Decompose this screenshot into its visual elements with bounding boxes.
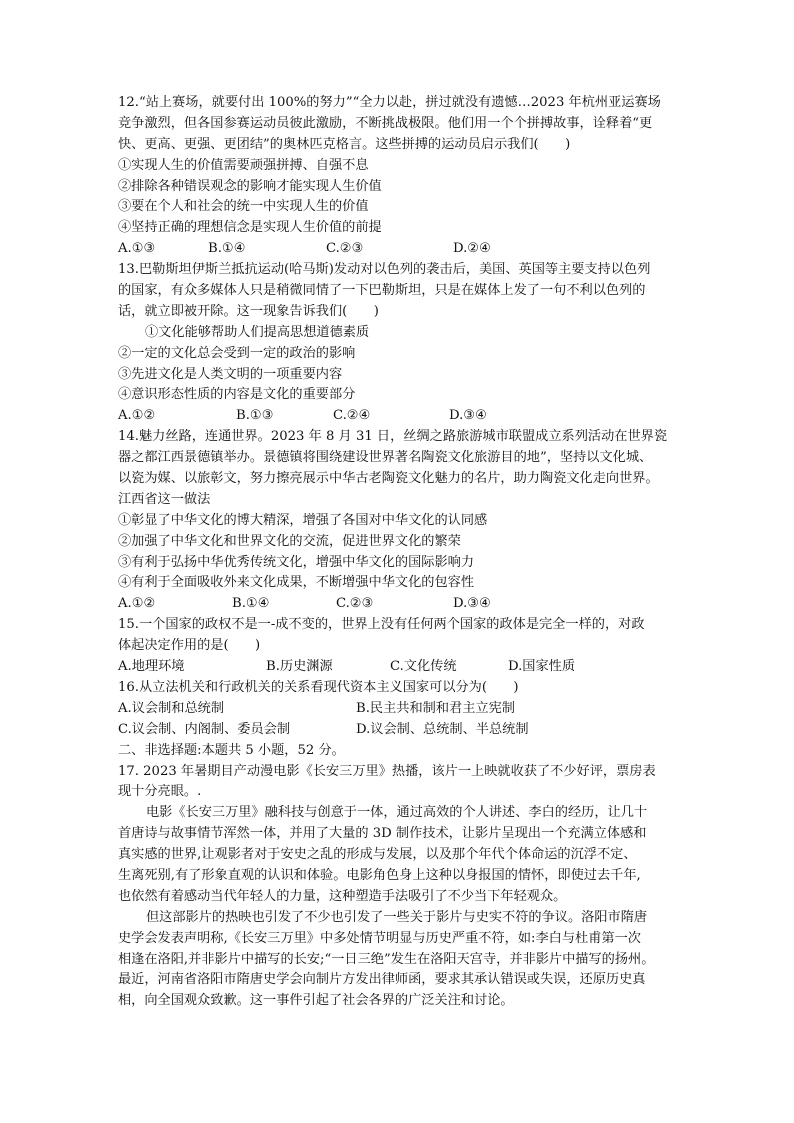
option-b[interactable]: B.①④ xyxy=(208,241,246,257)
option-b[interactable]: B.历史渊源 xyxy=(266,659,333,675)
material-paragraph: 史学会发表声明称,《长安三万里》中多处情节明显与历史严重不符，如:李白与杜甫第一次 xyxy=(118,930,641,946)
section-heading: 二、非选择题:本题共 5 小题，52 分。 xyxy=(118,742,345,758)
material-paragraph: 生离死别,有了形象直观的认识和体验。电影角色身上这种以身报国的情怀，即使过去千年, xyxy=(118,867,641,883)
question-16 xyxy=(118,678,680,741)
question-stem: 竞争激烈，但各国参赛运动员彼此激励，不断挑战极限。他们用一个个拼搏故事，诠释着“更 xyxy=(118,115,653,131)
question-stem: 12.“站上赛场，就要付出 100%的努力”“全力以赴，拼过就没有遗憾…2023 年杭州亚运赛场 xyxy=(118,95,661,110)
statement-item: ③要在个人和社会的统一中实现人生的价值 xyxy=(118,199,369,215)
option-a[interactable]: A.地理环境 xyxy=(118,659,185,675)
material-paragraph: 相逢在洛阳,并非影片中描写的长安;“一日三绝”发生在洛阳天宫寺，并非影片中描写的扬州。 xyxy=(118,951,655,967)
question-17 xyxy=(118,762,680,1013)
option-c[interactable]: C.文化传统 xyxy=(390,659,457,675)
material-paragraph: 首唐诗与故事情节浑然一体，并用了大量的 3D 制作技术，让影片呈现出一个充满立体感和 xyxy=(118,826,647,842)
option-a[interactable]: A.①② xyxy=(118,596,156,612)
material-paragraph: 电影《长安三万里》融科技与创意于一体，通过高效的个人讲述、李白的经历，让几十 xyxy=(146,805,648,821)
question-stem: 快、更高、更强、更团结”的奥林匹克格言。这些拼搏的运动员启示我们( ) xyxy=(118,136,571,152)
option-d[interactable]: D.③④ xyxy=(453,596,491,612)
option-c[interactable]: C.②④ xyxy=(333,408,371,424)
question-stem: 器之都江西景德镇举办。景德镇将围绕建设世界著名陶瓷文化旅游目的地”，坚持以文化城、 xyxy=(118,450,653,466)
question-stem: 江西省这一做法 xyxy=(118,491,211,507)
question-stem: 17. 2023 年暑期目产动漫电影《长安三万里》热播，该片一上映就收获了不少好评，票房表 xyxy=(118,763,656,779)
material-paragraph: 相，向全国观众致歉。这一事件引起了社会各界的广泛关注和讨论。 xyxy=(118,993,514,1009)
question-stem: 话，就立即被开除。这一现象告诉我们( ) xyxy=(118,303,379,319)
statement-item: ④意识形态性质的内容是文化的重要部分 xyxy=(118,387,356,403)
material-paragraph: 最近，河南省洛阳市隋唐史学会向制片方发出律师函，要求其承认错误或失误，还原历史真 xyxy=(118,972,646,988)
answer-options xyxy=(118,657,680,678)
material-paragraph: 也依然有着感动当代年轻人的力量，这种塑造手法吸引了不少当下年轻观众。 xyxy=(118,888,567,904)
answer-options xyxy=(118,239,680,260)
statement-item: ①实现人生的价值需要顽强拼搏、自强不息 xyxy=(118,157,369,173)
question-14 xyxy=(118,427,680,615)
statement-item: ③有利于弘扬中华优秀传统文化，增强中华文化的国际影响力 xyxy=(118,554,475,570)
option-a[interactable]: A.①③ xyxy=(118,241,156,257)
exam-page xyxy=(118,93,680,1012)
statement-item: ③先进文化是人类文明的一项重要内容 xyxy=(118,366,343,382)
answer-options xyxy=(118,720,680,741)
question-stem: 14.魅力丝路，连通世界。2023 年 8 月 31 日，丝绸之路旅游城市联盟成立系列活动在世界瓷 xyxy=(118,429,668,445)
option-a[interactable]: A.议会制和总统制 xyxy=(118,700,225,716)
material-paragraph: 但这部影片的热映也引发了不少也引发了一些关于影片与史实不符的争议。洛阳市隋唐 xyxy=(146,909,648,925)
question-stem: 以瓷为媒、以旅彰文，努力擦亮展示中华古老陶瓷文化魅力的名片，助力陶瓷文化走向世界。 xyxy=(118,471,659,487)
statement-item: ①文化能够帮助人们提高思想道德素质 xyxy=(145,324,370,340)
option-b[interactable]: B.①④ xyxy=(232,596,270,612)
option-d[interactable]: D.国家性质 xyxy=(508,659,576,675)
option-a[interactable]: A.①② xyxy=(118,408,156,424)
question-stem: 体起决定作用的是( ) xyxy=(118,638,261,654)
material-paragraph: 真实感的世界,让观影者对于安史之乱的形成与发展，以及那个年代个体命运的沉浮不定、 xyxy=(118,847,637,863)
answer-options xyxy=(118,594,680,615)
statement-item: ②一定的文化总会受到一定的政治的影响 xyxy=(118,345,356,361)
question-13 xyxy=(118,260,680,427)
option-c[interactable]: C.②③ xyxy=(336,596,374,612)
question-stem: 现十分亮眼。. xyxy=(118,784,202,800)
question-stem: 15.一个国家的政权不是一-成不变的，世界上没有任何两个国家的政体是完全一样的，对政 xyxy=(118,617,645,633)
option-d[interactable]: D.③④ xyxy=(449,408,487,424)
statement-item: ②加强了中华文化和世界文化的交流，促进世界文化的繁荣 xyxy=(118,533,461,549)
question-12 xyxy=(118,93,680,260)
answer-options xyxy=(118,699,680,720)
statement-item: ②排除各种错误观念的影响才能实现人生价值 xyxy=(118,178,382,194)
statement-item: ①彰显了中华文化的博大精深，增强了各国对中华文化的认同感 xyxy=(118,512,488,528)
question-15 xyxy=(118,615,680,678)
statement-item: ④坚持正确的理想信念是实现人生价值的前提 xyxy=(118,220,382,236)
option-d[interactable]: D.②④ xyxy=(453,241,491,257)
answer-options xyxy=(118,406,680,427)
option-b[interactable]: B.①③ xyxy=(236,408,274,424)
option-d[interactable]: D.议会制、总统制、半总统制 xyxy=(356,721,529,737)
statement-item: ④有利于全面吸收外来文化成果，不断增强中华文化的包容性 xyxy=(118,575,475,591)
option-c[interactable]: C.议会制、内阁制、委员会制 xyxy=(118,721,291,737)
question-stem: 13.巴勒斯坦伊斯兰抵抗运动(哈马斯)发动对以色列的袭击后，美国、英国等主要支持以色列 xyxy=(118,262,651,278)
question-stem: 16.从立法机关和行政机关的关系看现代资本主义国家可以分为( ) xyxy=(118,679,519,695)
option-b[interactable]: B.民主共和制和君主立宪制 xyxy=(356,700,515,716)
option-c[interactable]: C.②③ xyxy=(326,241,364,257)
question-stem: 的国家，有众多媒体人只是稍微同情了一下巴勒斯坦，只是在媒体上发了一句不利以色列的 xyxy=(118,283,646,299)
